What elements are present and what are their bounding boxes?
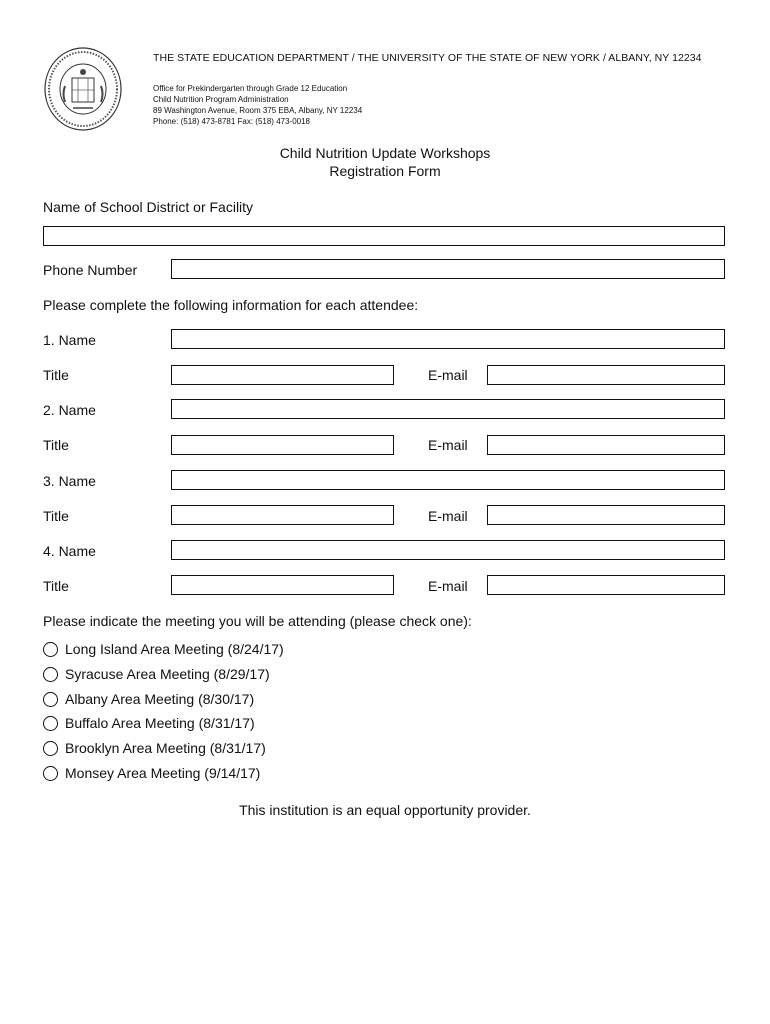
meeting-option-albany[interactable] (43, 690, 254, 708)
attendee-3-name-label: 3. Name (43, 473, 96, 489)
meeting-option-syracuse[interactable] (43, 665, 270, 683)
district-label: Name of School District or Facility (43, 199, 254, 215)
office-name: Office for Prekindergarten through Grade 12 Education (153, 84, 348, 93)
meeting-option-label: Monsey Area Meeting (9/14/17) (65, 765, 261, 781)
equal-opportunity-statement: This institution is an equal opportunity provider. (239, 802, 531, 818)
attendee-4-name-label: 4. Name (43, 543, 96, 559)
attendee-3-email-label: E-mail (428, 508, 468, 524)
attendee-2-title-field[interactable] (171, 435, 394, 455)
office-phone-fax: Phone: (518) 473-8781 Fax: (518) 473-0018 (153, 117, 310, 126)
attendee-1-email-label: E-mail (428, 367, 468, 383)
program-name: Child Nutrition Program Administration (153, 95, 289, 104)
meeting-option-long-island[interactable] (43, 640, 284, 658)
office-address: 89 Washington Avenue, Room 375 EBA, Albany, NY 12234 (153, 106, 363, 115)
attendee-1-name-field[interactable] (171, 329, 725, 349)
district-field[interactable] (43, 226, 725, 246)
attendee-3-title-field[interactable] (171, 505, 394, 525)
attendee-3-name-field[interactable] (171, 470, 725, 490)
attendee-2-name-label: 2. Name (43, 402, 96, 418)
form-subtitle: Registration Form (329, 163, 441, 179)
phone-label: Phone Number (43, 262, 138, 278)
radio-circle-icon[interactable] (43, 716, 58, 731)
radio-circle-icon[interactable] (43, 642, 58, 657)
attendee-3-title-label: Title (43, 508, 69, 524)
attendee-2-title-label: Title (43, 437, 69, 453)
phone-field[interactable] (171, 259, 725, 279)
attendee-4-title-field[interactable] (171, 575, 394, 595)
nys-seal-icon (43, 46, 123, 132)
attendee-1-title-label: Title (43, 367, 69, 383)
meeting-option-label: Albany Area Meeting (8/30/17) (65, 691, 255, 707)
meeting-option-label: Long Island Area Meeting (8/24/17) (65, 641, 284, 657)
radio-circle-icon[interactable] (43, 766, 58, 781)
attendee-4-title-label: Title (43, 578, 69, 594)
attendee-2-email-field[interactable] (487, 435, 725, 455)
radio-circle-icon[interactable] (43, 692, 58, 707)
meeting-option-label: Syracuse Area Meeting (8/29/17) (65, 666, 270, 682)
meeting-option-brooklyn[interactable] (43, 739, 266, 757)
radio-circle-icon[interactable] (43, 667, 58, 682)
attendee-1-title-field[interactable] (171, 365, 394, 385)
department-header: THE STATE EDUCATION DEPARTMENT / THE UNIVERSITY OF THE STATE OF NEW YORK / ALBANY, NY 12234 (153, 52, 702, 64)
attendee-2-email-label: E-mail (428, 437, 468, 453)
attendee-1-name-label: 1. Name (43, 332, 96, 348)
attendee-instruction: Please complete the following information for each attendee: (43, 297, 419, 313)
attendee-4-email-label: E-mail (428, 578, 468, 594)
attendee-4-email-field[interactable] (487, 575, 725, 595)
radio-circle-icon[interactable] (43, 741, 58, 756)
attendee-2-name-field[interactable] (171, 399, 725, 419)
meeting-option-label: Buffalo Area Meeting (8/31/17) (65, 715, 255, 731)
meeting-option-label: Brooklyn Area Meeting (8/31/17) (65, 740, 266, 756)
meeting-option-monsey[interactable] (43, 764, 260, 782)
meeting-instruction: Please indicate the meeting you will be attending (please check one): (43, 613, 472, 629)
form-title: Child Nutrition Update Workshops (279, 145, 491, 161)
attendee-4-name-field[interactable] (171, 540, 725, 560)
attendee-3-email-field[interactable] (487, 505, 725, 525)
meeting-option-buffalo[interactable] (43, 714, 255, 732)
attendee-1-email-field[interactable] (487, 365, 725, 385)
